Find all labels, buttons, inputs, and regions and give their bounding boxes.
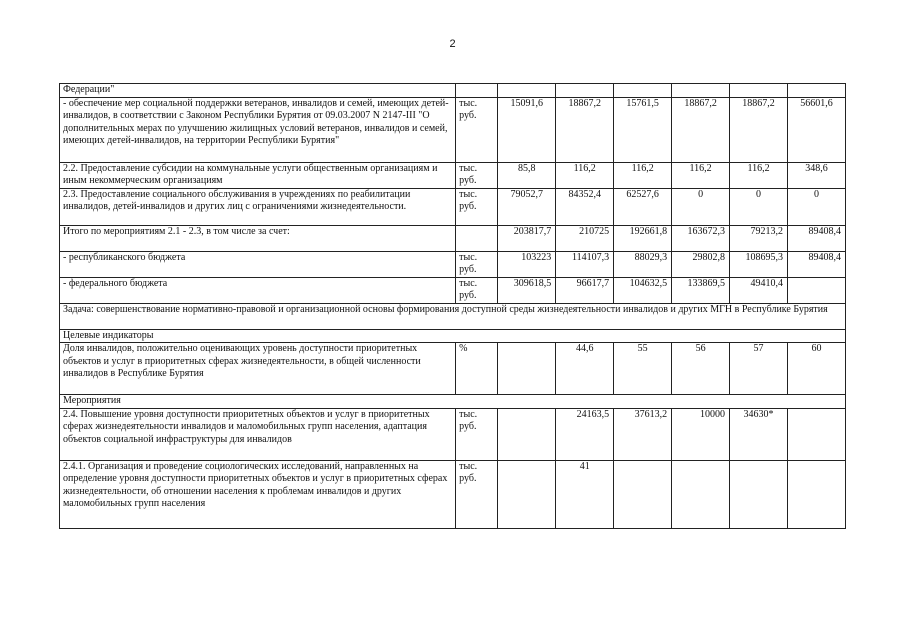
value-cell-2: 18867,2 xyxy=(556,97,614,162)
value-cell-4: 56 xyxy=(672,343,730,395)
indicator-name: Итого по мероприятиям 2.1 - 2.3, в том числе за счет: xyxy=(60,225,456,251)
table-row xyxy=(60,343,846,395)
value-cell-6: 89408,4 xyxy=(787,225,845,251)
value-cell-3: 104632,5 xyxy=(614,277,672,303)
value-cell-1: 85,8 xyxy=(498,162,556,188)
table-row xyxy=(60,188,846,225)
value-cell-4: 116,2 xyxy=(672,162,730,188)
value-cell-1: 15091,6 xyxy=(498,97,556,162)
value-cell-3: 88029,3 xyxy=(614,251,672,277)
value-cell-6: 56601,6 xyxy=(787,97,845,162)
value-cell-4 xyxy=(672,84,730,98)
section-heading: Задача: совершенствование нормативно-правовой и организационной основы формирования доступной среды жизнедеятельности инвалидов и других МГН в Республике Бурятия xyxy=(60,303,846,329)
program-table xyxy=(59,83,846,529)
table-row xyxy=(60,97,846,162)
section-heading: Мероприятия xyxy=(60,395,846,409)
value-cell-3: 192661,8 xyxy=(614,225,672,251)
value-cell-5: 34630* xyxy=(730,408,788,460)
value-cell-5: 79213,2 xyxy=(730,225,788,251)
value-cell-2 xyxy=(556,84,614,98)
value-cell-4: 0 xyxy=(672,188,730,225)
section-row xyxy=(60,329,846,343)
value-cell-1 xyxy=(498,343,556,395)
value-cell-4: 29802,8 xyxy=(672,251,730,277)
value-cell-4: 133869,5 xyxy=(672,277,730,303)
section-row xyxy=(60,303,846,329)
value-cell-3 xyxy=(614,84,672,98)
table-row xyxy=(60,225,846,251)
value-cell-5: 18867,2 xyxy=(730,97,788,162)
value-cell-5 xyxy=(730,84,788,98)
table-body xyxy=(60,84,846,529)
indicator-name: - республиканского бюджета xyxy=(60,251,456,277)
unit-cell: тыс. руб. xyxy=(456,408,498,460)
value-cell-5 xyxy=(730,460,788,528)
value-cell-4: 163672,3 xyxy=(672,225,730,251)
value-cell-1 xyxy=(498,84,556,98)
value-cell-6: 60 xyxy=(787,343,845,395)
unit-cell xyxy=(456,84,498,98)
indicator-name: - обеспечение мер социальной поддержки ветеранов, инвалидов и семей, имеющих детей-инвалидов, в соответствии с Законом Республики Бурятия от 09.03.2007 N 2147-III "О дополнительных мерах по улучшению жилищных условий ветеранов, инвалидов и семей, имеющих детей-инвалидов, на территории Республики Бурятия" xyxy=(60,97,456,162)
value-cell-2: 210725 xyxy=(556,225,614,251)
value-cell-5: 116,2 xyxy=(730,162,788,188)
value-cell-5: 57 xyxy=(730,343,788,395)
table-row xyxy=(60,251,846,277)
value-cell-4 xyxy=(672,460,730,528)
value-cell-1: 103223 xyxy=(498,251,556,277)
indicator-name: 2.4.1. Организация и проведение социологических исследований, направленных на определение уровня доступности приоритетных объектов и услуг в приоритетных сферах жизнедеятельности, об отношении населения к проблемам инвалидов и других маломобильных групп населения xyxy=(60,460,456,528)
value-cell-2: 41 xyxy=(556,460,614,528)
indicator-name: Федерации" xyxy=(60,84,456,98)
value-cell-3: 62527,6 xyxy=(614,188,672,225)
value-cell-3: 116,2 xyxy=(614,162,672,188)
value-cell-2: 44,6 xyxy=(556,343,614,395)
value-cell-6 xyxy=(787,460,845,528)
value-cell-1: 203817,7 xyxy=(498,225,556,251)
unit-cell: тыс. руб. xyxy=(456,162,498,188)
unit-cell: тыс. руб. xyxy=(456,188,498,225)
table-row xyxy=(60,84,846,98)
value-cell-6: 348,6 xyxy=(787,162,845,188)
value-cell-4: 10000 xyxy=(672,408,730,460)
value-cell-5: 0 xyxy=(730,188,788,225)
unit-cell: тыс. руб. xyxy=(456,97,498,162)
page-number: 2 xyxy=(449,38,456,50)
value-cell-6: 89408,4 xyxy=(787,251,845,277)
unit-cell: тыс. руб. xyxy=(456,277,498,303)
value-cell-3: 55 xyxy=(614,343,672,395)
value-cell-4: 18867,2 xyxy=(672,97,730,162)
indicator-name: 2.2. Предоставление субсидии на коммунальные услуги общественным организациям и иным некоммерческим организациям xyxy=(60,162,456,188)
unit-cell: тыс. руб. xyxy=(456,251,498,277)
unit-cell: % xyxy=(456,343,498,395)
table-row xyxy=(60,460,846,528)
value-cell-5: 108695,3 xyxy=(730,251,788,277)
value-cell-2: 116,2 xyxy=(556,162,614,188)
value-cell-6 xyxy=(787,84,845,98)
table-row xyxy=(60,162,846,188)
value-cell-5: 49410,4 xyxy=(730,277,788,303)
unit-cell: тыс. руб. xyxy=(456,460,498,528)
value-cell-3: 15761,5 xyxy=(614,97,672,162)
value-cell-3 xyxy=(614,460,672,528)
value-cell-2: 24163,5 xyxy=(556,408,614,460)
indicator-name: 2.4. Повышение уровня доступности приоритетных объектов и услуг в приоритетных сферах жизнедеятельности инвалидов и маломобильных групп населения, адаптация объектов социальной инфраструктуры для инвалидов xyxy=(60,408,456,460)
table-row xyxy=(60,277,846,303)
value-cell-2: 96617,7 xyxy=(556,277,614,303)
value-cell-1 xyxy=(498,408,556,460)
value-cell-6: 0 xyxy=(787,188,845,225)
value-cell-1 xyxy=(498,460,556,528)
unit-cell xyxy=(456,225,498,251)
value-cell-1: 309618,5 xyxy=(498,277,556,303)
indicator-name: Доля инвалидов, положительно оценивающих уровень доступности приоритетных объектов и услуг в приоритетных сферах жизнедеятельности, в общей численности инвалидов в Республике Бурятия xyxy=(60,343,456,395)
section-row xyxy=(60,395,846,409)
value-cell-3: 37613,2 xyxy=(614,408,672,460)
indicator-name: 2.3. Предоставление социального обслуживания в учреждениях по реабилитации инвалидов, детей-инвалидов и других лиц с ограничениями жизнедеятельности. xyxy=(60,188,456,225)
table-row xyxy=(60,408,846,460)
section-heading: Целевые индикаторы xyxy=(60,329,846,343)
value-cell-2: 114107,3 xyxy=(556,251,614,277)
value-cell-2: 84352,4 xyxy=(556,188,614,225)
value-cell-6 xyxy=(787,408,845,460)
indicator-name: - федерального бюджета xyxy=(60,277,456,303)
value-cell-1: 79052,7 xyxy=(498,188,556,225)
value-cell-6 xyxy=(787,277,845,303)
